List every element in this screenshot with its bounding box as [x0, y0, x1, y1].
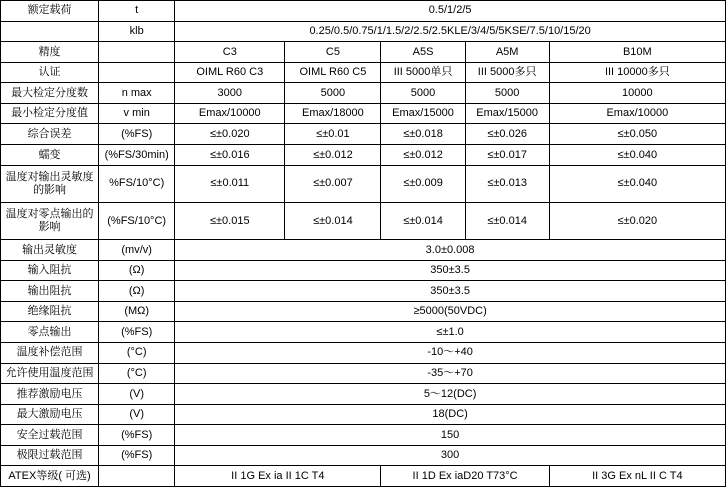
- row-value-cell: III 5000单只: [381, 62, 465, 83]
- table-row: [1, 466, 726, 487]
- row-unit: (°C): [99, 363, 175, 384]
- row-value-cell: 3000: [175, 83, 285, 104]
- row-unit: (%FS): [99, 445, 175, 466]
- table-row: [1, 165, 726, 202]
- table-row: [1, 145, 726, 166]
- row-unit: klb: [99, 21, 175, 42]
- atex-rating-3: II 3G Ex nL II C T4: [549, 466, 725, 487]
- row-unit: t: [99, 1, 175, 22]
- row-value-cell: ≤±0.020: [175, 124, 285, 145]
- row-value-cell: ≤±0.017: [465, 145, 549, 166]
- row-value: ≤±1.0: [175, 322, 726, 343]
- row-value-cell: 5000: [381, 83, 465, 104]
- row-label: 温度对零点输出的影响: [1, 202, 99, 239]
- row-value-cell: ≤±0.012: [381, 145, 465, 166]
- row-value-cell: A5M: [465, 42, 549, 63]
- row-label: 推荐激励电压: [1, 384, 99, 405]
- row-value: 0.25/0.5/0.75/1/1.5/2/2.5/2.5KLE/3/4/5/5KSE/7.5/10/15/20: [175, 21, 726, 42]
- table-row: [1, 83, 726, 104]
- row-unit: (Ω): [99, 281, 175, 302]
- atex-rating-1: II 1G Ex ia II 1C T4: [175, 466, 381, 487]
- row-unit: [99, 466, 175, 487]
- row-label: [1, 21, 99, 42]
- row-value-cell: ≤±0.01: [285, 124, 381, 145]
- row-label: 安全过载范围: [1, 425, 99, 446]
- row-value-cell: B10M: [549, 42, 725, 63]
- row-unit: n max: [99, 83, 175, 104]
- row-unit: (V): [99, 384, 175, 405]
- table-row: [1, 384, 726, 405]
- row-value-cell: C5: [285, 42, 381, 63]
- row-value-cell: A5S: [381, 42, 465, 63]
- table-row: [1, 260, 726, 281]
- row-value-cell: ≤±0.018: [381, 124, 465, 145]
- row-unit: [99, 42, 175, 63]
- row-unit: (Ω): [99, 260, 175, 281]
- row-value-cell: ≤±0.009: [381, 165, 465, 202]
- row-value-cell: ≤±0.016: [175, 145, 285, 166]
- row-value-cell: Emax/18000: [285, 103, 381, 124]
- row-unit: v min: [99, 103, 175, 124]
- table-row: [1, 42, 726, 63]
- row-value-cell: C3: [175, 42, 285, 63]
- row-value: 3.0±0.008: [175, 240, 726, 261]
- row-label: 蠕变: [1, 145, 99, 166]
- row-unit: (%FS): [99, 425, 175, 446]
- row-label: 绝缘阻抗: [1, 301, 99, 322]
- row-value: 350±3.5: [175, 260, 726, 281]
- row-value-cell: ≤±0.015: [175, 202, 285, 239]
- row-label: 最大检定分度数: [1, 83, 99, 104]
- table-row: [1, 363, 726, 384]
- row-value-cell: OIML R60 C3: [175, 62, 285, 83]
- row-value: 350±3.5: [175, 281, 726, 302]
- row-value-cell: ≤±0.026: [465, 124, 549, 145]
- row-value-cell: ≤±0.013: [465, 165, 549, 202]
- table-row: [1, 425, 726, 446]
- row-value-cell: Emax/15000: [381, 103, 465, 124]
- row-value-cell: ≤±0.007: [285, 165, 381, 202]
- row-label: 温度补偿范围: [1, 342, 99, 363]
- row-value-cell: ≤±0.014: [285, 202, 381, 239]
- row-label: 输出阻抗: [1, 281, 99, 302]
- table-row: [1, 103, 726, 124]
- specification-table-body: [1, 1, 726, 487]
- row-value: 5～12(DC): [175, 384, 726, 405]
- row-value-cell: 10000: [549, 83, 725, 104]
- row-value-cell: III 5000多只: [465, 62, 549, 83]
- row-label: 最大激励电压: [1, 404, 99, 425]
- row-value-cell: ≤±0.020: [549, 202, 725, 239]
- row-value: 300: [175, 445, 726, 466]
- row-label: 认证: [1, 62, 99, 83]
- row-value-cell: ≤±0.012: [285, 145, 381, 166]
- table-row: [1, 202, 726, 239]
- row-value: 18(DC): [175, 404, 726, 425]
- row-value-cell: Emax/10000: [175, 103, 285, 124]
- row-label: 最小检定分度值: [1, 103, 99, 124]
- row-value: 0.5/1/2/5: [175, 1, 726, 22]
- row-value-cell: ≤±0.011: [175, 165, 285, 202]
- row-value-cell: ≤±0.014: [465, 202, 549, 239]
- table-row: [1, 342, 726, 363]
- atex-rating-2: II 1D Ex iaD20 T73°C: [381, 466, 549, 487]
- table-row: [1, 21, 726, 42]
- table-row: [1, 404, 726, 425]
- row-label: 输出灵敏度: [1, 240, 99, 261]
- row-value-cell: ≤±0.040: [549, 145, 725, 166]
- row-unit: [99, 62, 175, 83]
- table-row: [1, 240, 726, 261]
- row-value: 150: [175, 425, 726, 446]
- row-value: ≥5000(50VDC): [175, 301, 726, 322]
- row-unit: (%FS/30min): [99, 145, 175, 166]
- row-label: 温度对输出灵敏度的影响: [1, 165, 99, 202]
- row-value-cell: 5000: [285, 83, 381, 104]
- row-label: 额定载荷: [1, 1, 99, 22]
- row-label: ATEX等级( 可选): [1, 466, 99, 487]
- row-value: -10～+40: [175, 342, 726, 363]
- row-unit: %FS/10°C): [99, 165, 175, 202]
- row-unit: (%FS/10°C): [99, 202, 175, 239]
- row-unit: (MΩ): [99, 301, 175, 322]
- row-label: 零点输出: [1, 322, 99, 343]
- row-label: 综合误差: [1, 124, 99, 145]
- row-value-cell: ≤±0.014: [381, 202, 465, 239]
- row-label: 极限过载范围: [1, 445, 99, 466]
- table-row: [1, 445, 726, 466]
- row-value-cell: ≤±0.050: [549, 124, 725, 145]
- row-label: 允许使用温度范围: [1, 363, 99, 384]
- row-value-cell: Emax/10000: [549, 103, 725, 124]
- row-value-cell: 5000: [465, 83, 549, 104]
- row-unit: (mv/v): [99, 240, 175, 261]
- row-value-cell: III 10000多只: [549, 62, 725, 83]
- row-value-cell: ≤±0.040: [549, 165, 725, 202]
- row-unit: (°C): [99, 342, 175, 363]
- table-row: [1, 1, 726, 22]
- row-unit: (V): [99, 404, 175, 425]
- row-value-cell: Emax/15000: [465, 103, 549, 124]
- table-row: [1, 301, 726, 322]
- row-value: -35～+70: [175, 363, 726, 384]
- table-row: [1, 124, 726, 145]
- row-value-cell: OIML R60 C5: [285, 62, 381, 83]
- row-label: 精度: [1, 42, 99, 63]
- row-label: 输入阻抗: [1, 260, 99, 281]
- table-row: [1, 281, 726, 302]
- row-unit: (%FS): [99, 322, 175, 343]
- row-unit: (%FS): [99, 124, 175, 145]
- table-row: [1, 62, 726, 83]
- table-row: [1, 322, 726, 343]
